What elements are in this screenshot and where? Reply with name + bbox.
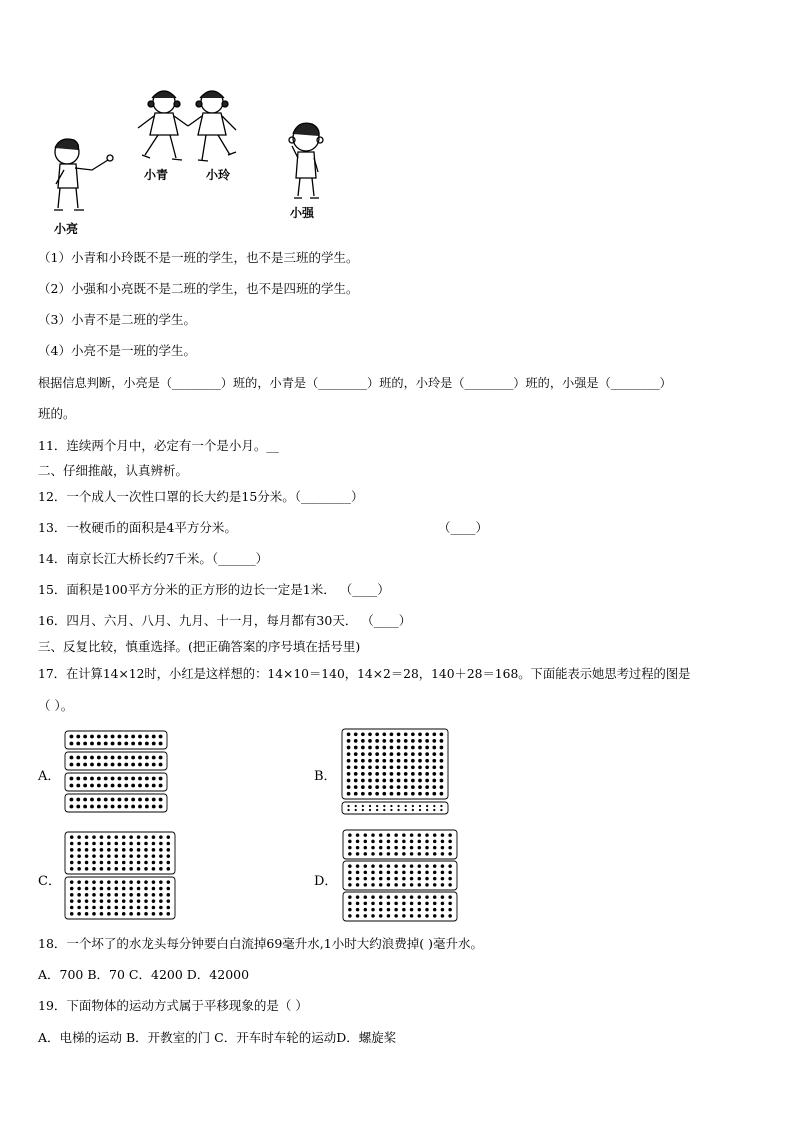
clue-4: （4）小亮不是一班的学生。	[38, 343, 196, 358]
question-18-options: A．700 B．70 C．4200 D．42000	[38, 967, 250, 982]
clue-2: （2）小强和小亮既不是二班的学生，也不是四班的学生。	[38, 281, 359, 296]
dot-block	[65, 877, 175, 919]
name-xiaoliang: 小亮	[54, 222, 79, 236]
question-13-blank: （____）	[438, 520, 489, 535]
question-15: 15．面积是100平方分米的正方形的边长一定是1米． （____）	[38, 582, 390, 597]
question-16: 16．四月、六月、八月、九月、十一月，每月都有30天． （____）	[38, 613, 412, 628]
judge-line-cont: 班的。	[38, 406, 76, 421]
dot-block	[65, 752, 167, 770]
question-12: 12．一个成人一次性口罩的长大约是15分米。（________）	[38, 489, 364, 504]
question-11: 11．连续两个月中，必定有一个是小月。__	[38, 438, 279, 453]
option-b-label: B．	[314, 769, 337, 784]
dot-block	[342, 802, 448, 814]
dot-block	[343, 830, 457, 859]
xiaoling-figure	[188, 91, 236, 161]
option-d-dot-figure	[340, 829, 460, 924]
dot-block	[343, 892, 457, 921]
question-19-options: A．电梯的运动 B．开教室的门 C．开车时车轮的运动D．螺旋桨	[38, 1030, 397, 1045]
option-d-label: D．	[314, 874, 338, 889]
dot-block	[65, 832, 175, 874]
dot-block	[343, 861, 457, 890]
question-19: 19．下面物体的运动方式属于平移现象的是（ ）	[38, 998, 308, 1013]
children-illustration	[30, 80, 370, 240]
option-c-dot-figure	[64, 831, 178, 921]
question-17-cont: （ ）。	[38, 698, 74, 713]
question-13: 13．一枚硬币的面积是4平方分米。	[38, 520, 237, 535]
name-xiaoqiang: 小强	[290, 206, 315, 220]
clue-3: （3）小青不是二班的学生。	[38, 312, 196, 327]
dot-block	[342, 729, 448, 799]
option-b-dot-figure	[340, 728, 452, 816]
clue-1: （1）小青和小玲既不是一班的学生，也不是三班的学生。	[38, 250, 359, 265]
question-14: 14．南京长江大桥长约7千米。（______）	[38, 551, 269, 566]
dot-block	[65, 794, 167, 812]
dot-block	[65, 773, 167, 791]
xiaoqing-figure	[138, 91, 188, 160]
dot-block	[65, 731, 167, 749]
option-c-label: C．	[38, 874, 61, 889]
question-18: 18．一个坏了的水龙头每分钟要白白流掉69毫升水,1小时大约浪费掉( )毫升水。	[38, 936, 483, 951]
xiaoqiang-figure	[289, 123, 323, 198]
question-17: 17．在计算14×12时，小红是这样想的：14×10＝140，14×2＝28，140＋28＝168。下面能表示她思考过程的图是	[38, 667, 691, 681]
name-xiaoqing: 小青	[144, 168, 169, 182]
name-xiaoling: 小玲	[206, 168, 231, 182]
option-a-label: A．	[38, 769, 61, 784]
section-2-heading: 二、仔细推敲，认真辨析。	[38, 463, 189, 478]
xiaoliang-figure	[54, 139, 113, 210]
section-3-heading: 三、反复比较，慎重选择。(把正确答案的序号填在括号里)	[38, 639, 361, 654]
judge-line: 根据信息判断，小亮是（________）班的，小青是（________）班的，小玲是（________）班的，小强是（________）	[38, 376, 672, 390]
option-a-dot-figure	[64, 730, 170, 814]
